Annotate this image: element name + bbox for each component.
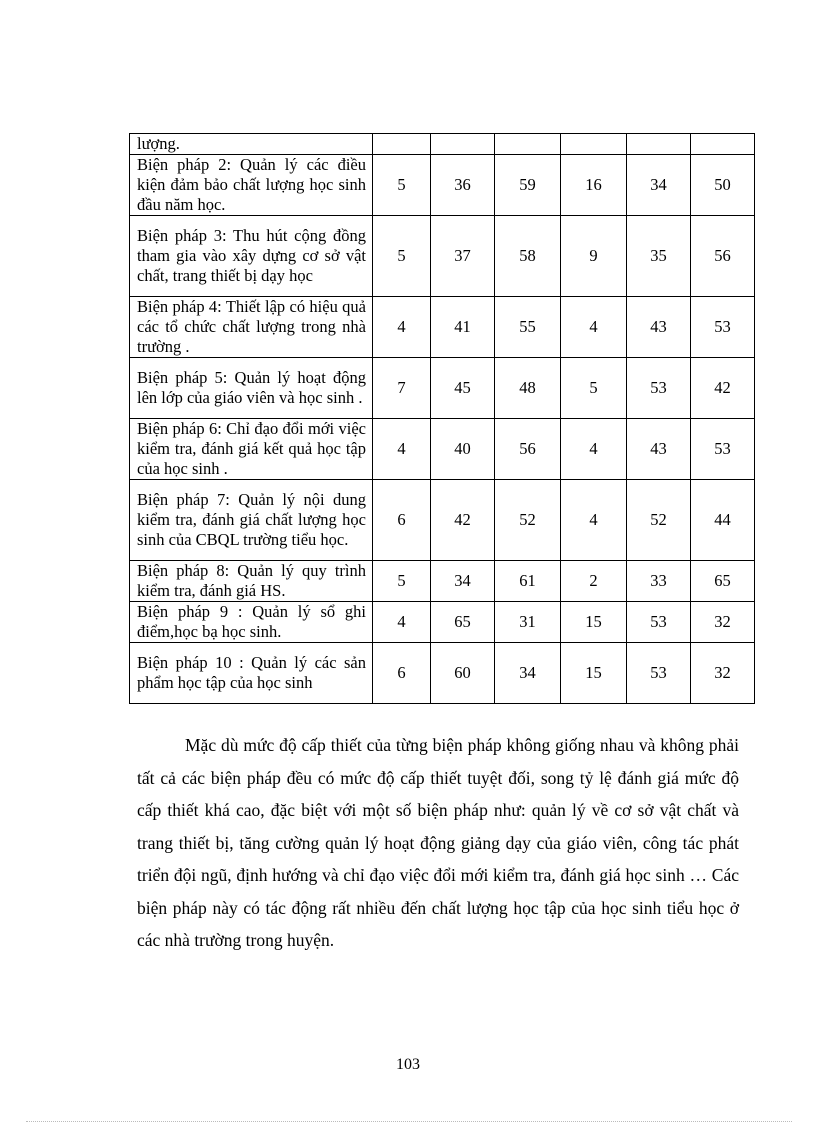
value-cell: 4 xyxy=(373,419,431,480)
value-cell: 34 xyxy=(431,561,495,602)
value-cell: 42 xyxy=(691,358,755,419)
value-cell: 16 xyxy=(561,155,627,216)
table-row xyxy=(130,297,755,358)
value-cell: 9 xyxy=(561,216,627,297)
value-cell: 33 xyxy=(627,561,691,602)
value-cell: 4 xyxy=(561,419,627,480)
value-cell xyxy=(561,134,627,155)
table-row xyxy=(130,155,755,216)
page-number: 103 xyxy=(396,1056,420,1073)
table-row xyxy=(130,358,755,419)
measure-label-cell: Biện pháp 7: Quản lý nội dung kiểm tra, đánh giá chất lượng học sinh của CBQL trường tiểu học. xyxy=(130,480,373,561)
measure-label-cell: Biện pháp 9 : Quản lý sổ ghi điểm,học bạ học sinh. xyxy=(130,602,373,643)
value-cell: 43 xyxy=(627,297,691,358)
value-cell: 48 xyxy=(495,358,561,419)
value-cell: 7 xyxy=(373,358,431,419)
value-cell xyxy=(373,134,431,155)
value-cell: 4 xyxy=(561,297,627,358)
table-row xyxy=(130,419,755,480)
value-cell: 40 xyxy=(431,419,495,480)
value-cell: 4 xyxy=(561,480,627,561)
value-cell: 34 xyxy=(627,155,691,216)
value-cell: 31 xyxy=(495,602,561,643)
value-cell: 5 xyxy=(373,155,431,216)
value-cell: 56 xyxy=(691,216,755,297)
table-row xyxy=(130,643,755,704)
value-cell: 4 xyxy=(373,602,431,643)
body-paragraph: Mặc dù mức độ cấp thiết của từng biện pháp không giống nhau và không phải tất cả các biện pháp đều có mức độ cấp thiết tuyệt đối, song tỷ lệ đánh giá mức độ cấp thiết khá cao, đặc biệt với một số biện pháp như: quản lý về cơ sở vật chất và trang thiết bị, tăng cường quản lý hoạt động giảng dạy của giáo viên, công tác phát triển đội ngũ, định hướng và chỉ đạo việc đổi mới kiểm tra, đánh giá học sinh … Các biện pháp này có tác động rất nhiều đến chất lượng học tập của học sinh tiểu học ở các nhà trường trong huyện. xyxy=(137,735,739,950)
page-footer-divider xyxy=(26,1121,792,1122)
value-cell: 44 xyxy=(691,480,755,561)
value-cell: 2 xyxy=(561,561,627,602)
value-cell: 60 xyxy=(431,643,495,704)
value-cell: 15 xyxy=(561,602,627,643)
value-cell xyxy=(627,134,691,155)
measure-label-cell: Biện pháp 8: Quản lý quy trình kiểm tra, đánh giá HS. xyxy=(130,561,373,602)
measure-label-cell: Biện pháp 2: Quản lý các điều kiện đảm bảo chất lượng học sinh đầu năm học. xyxy=(130,155,373,216)
value-cell: 5 xyxy=(373,216,431,297)
value-cell: 65 xyxy=(691,561,755,602)
value-cell: 42 xyxy=(431,480,495,561)
table-row xyxy=(130,561,755,602)
value-cell xyxy=(691,134,755,155)
value-cell: 53 xyxy=(627,602,691,643)
value-cell: 35 xyxy=(627,216,691,297)
value-cell: 36 xyxy=(431,155,495,216)
value-cell: 6 xyxy=(373,643,431,704)
value-cell: 53 xyxy=(691,419,755,480)
table-row xyxy=(130,602,755,643)
value-cell: 55 xyxy=(495,297,561,358)
measure-label-cell: Biện pháp 3: Thu hút cộng đồng tham gia vào xây dựng cơ sở vật chất, trang thiết bị dạy học xyxy=(130,216,373,297)
value-cell: 45 xyxy=(431,358,495,419)
table-row xyxy=(130,480,755,561)
value-cell: 52 xyxy=(495,480,561,561)
measure-label-cell: Biện pháp 4: Thiết lập có hiệu quả các tổ chức chất lượng trong nhà trường . xyxy=(130,297,373,358)
value-cell: 15 xyxy=(561,643,627,704)
table-row xyxy=(130,216,755,297)
value-cell: 61 xyxy=(495,561,561,602)
measure-label-cell: Biện pháp 6: Chỉ đạo đổi mới việc kiểm tra, đánh giá kết quả học tập của học sinh . xyxy=(130,419,373,480)
value-cell: 53 xyxy=(627,643,691,704)
value-cell: 65 xyxy=(431,602,495,643)
value-cell: 56 xyxy=(495,419,561,480)
value-cell: 43 xyxy=(627,419,691,480)
value-cell: 5 xyxy=(373,561,431,602)
value-cell xyxy=(431,134,495,155)
value-cell: 37 xyxy=(431,216,495,297)
value-cell: 4 xyxy=(373,297,431,358)
value-cell: 5 xyxy=(561,358,627,419)
value-cell: 53 xyxy=(627,358,691,419)
measure-label-cell: lượng. xyxy=(130,134,373,155)
value-cell: 59 xyxy=(495,155,561,216)
value-cell: 6 xyxy=(373,480,431,561)
value-cell: 32 xyxy=(691,602,755,643)
measures-table xyxy=(129,133,755,704)
measure-label-cell: Biện pháp 5: Quản lý hoạt động lên lớp của giáo viên và học sinh . xyxy=(130,358,373,419)
measure-label-cell: Biện pháp 10 : Quản lý các sản phẩm học tập của học sinh xyxy=(130,643,373,704)
value-cell: 53 xyxy=(691,297,755,358)
value-cell xyxy=(495,134,561,155)
value-cell: 58 xyxy=(495,216,561,297)
value-cell: 52 xyxy=(627,480,691,561)
value-cell: 50 xyxy=(691,155,755,216)
table-row xyxy=(130,134,755,155)
value-cell: 41 xyxy=(431,297,495,358)
value-cell: 34 xyxy=(495,643,561,704)
measures-table-body xyxy=(130,134,755,704)
value-cell: 32 xyxy=(691,643,755,704)
